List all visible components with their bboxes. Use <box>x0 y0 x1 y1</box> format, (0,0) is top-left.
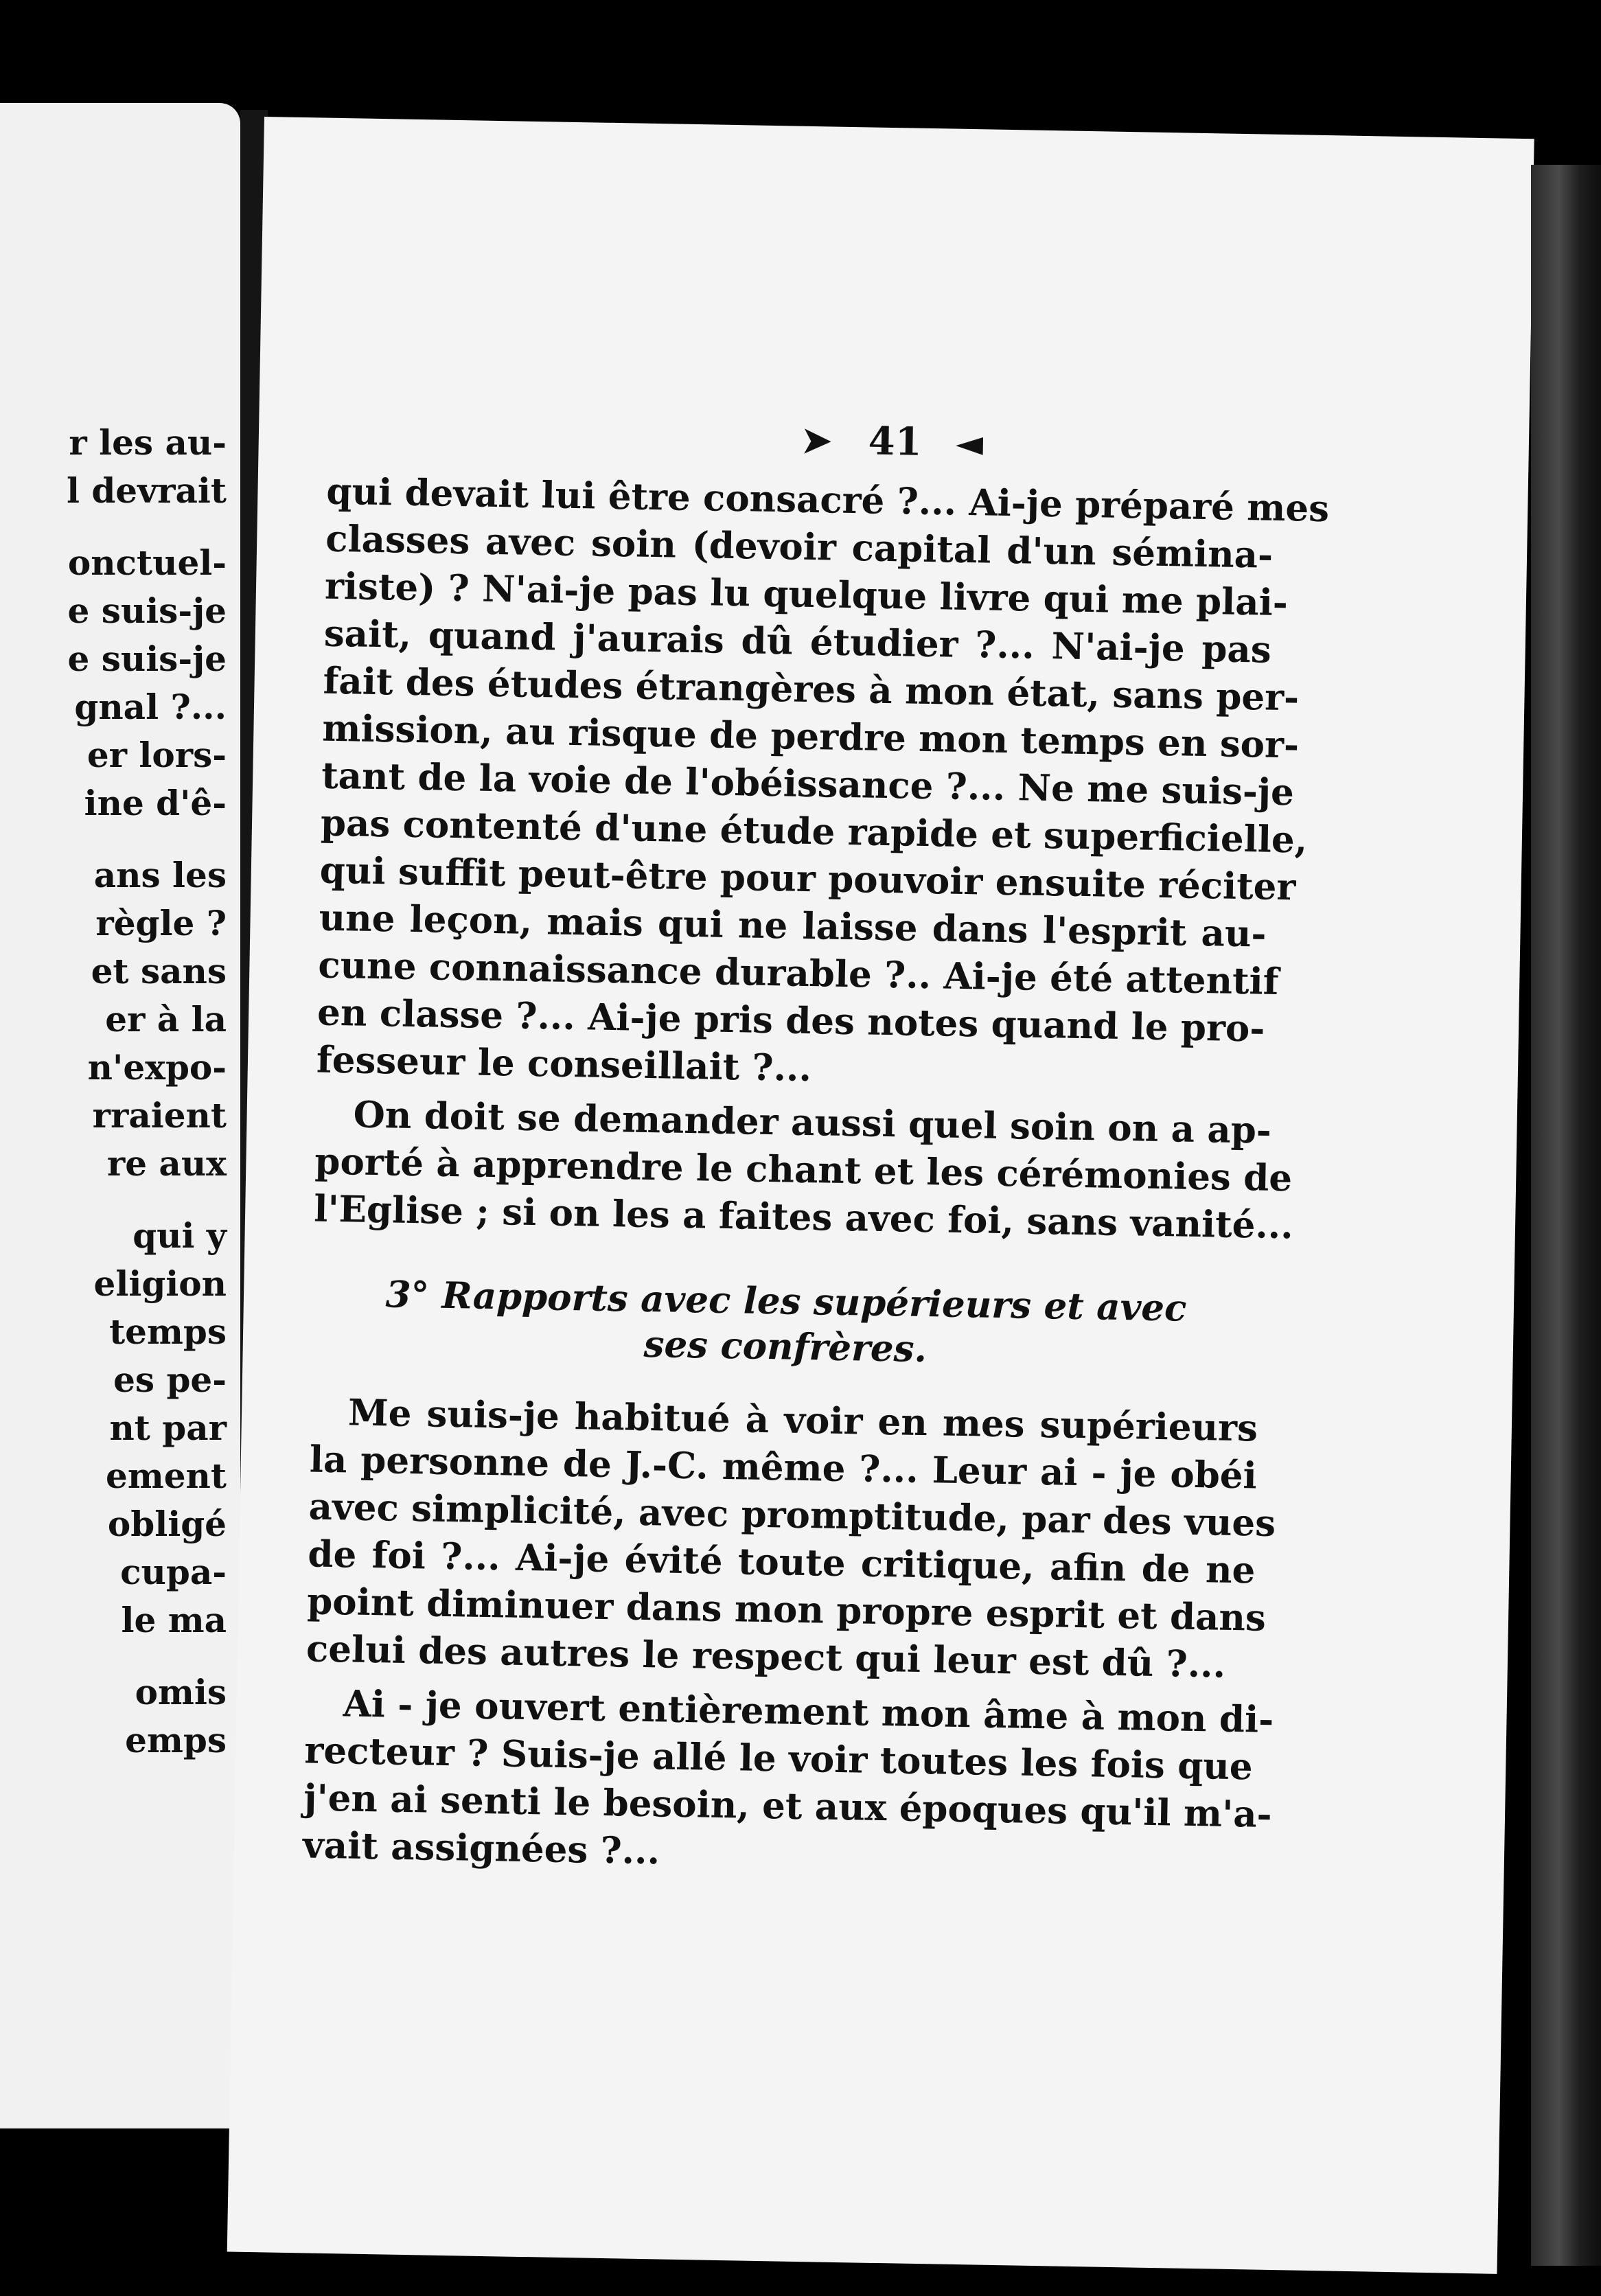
left-text-line: ans les <box>93 855 227 895</box>
line-gap <box>0 827 227 851</box>
left-text-line: obligé <box>107 1504 227 1544</box>
text-line: recteur ? Suis-je allé le voir toutes les fois que <box>303 1729 1254 1789</box>
left-text-line: cupa- <box>120 1552 227 1592</box>
text-line: 3° Rapports avec les supérieurs et avec <box>385 1273 1187 1330</box>
text-line: j'en ai senti le besoin, et aux époques qu'il m'a- <box>303 1776 1273 1836</box>
text-line: la personne de J.-C. même ?... Leur ai - je obéi <box>309 1438 1258 1497</box>
left-text-line: qui y <box>133 1215 227 1256</box>
right-page <box>227 117 1534 2274</box>
paragraph-2 <box>313 1091 1294 1250</box>
text-line: Me suis-je habitué à voir en mes supérieurs <box>347 1391 1258 1450</box>
left-text-line: re aux <box>106 1143 227 1184</box>
ornament-right: ◄ <box>955 422 987 465</box>
left-text-line: et sans <box>91 951 227 991</box>
left-text-line: ine d'ê- <box>84 783 227 823</box>
left-page-text <box>0 419 227 1765</box>
left-text-line: le ma <box>121 1600 227 1640</box>
text-line: qui suffit peut-être pour pouvoir ensuite réciter <box>319 849 1296 909</box>
left-text-line: ement <box>106 1456 227 1496</box>
section-title <box>311 1270 1260 1377</box>
text-line: classes avec soin (devoir capital d'un sémina- <box>325 517 1274 577</box>
text-line: qui devait lui être consacré ?... Ai-je préparé mes <box>325 470 1330 531</box>
left-text-line: l devrait <box>66 470 227 511</box>
text-line: cune connaissance durable ?.. Ai-je été attentif <box>317 943 1280 1003</box>
text-line: fait des études étrangères à mon état, sans per- <box>323 659 1300 720</box>
left-page <box>0 103 240 2128</box>
text-line: avec simplicité, avec promptitude, par des vues <box>308 1485 1276 1546</box>
text-line: On doit se demander aussi quel soin on a ap- <box>353 1093 1272 1152</box>
text-line: tant de la voie de l'obéissance ?... Ne me suis-je <box>321 754 1295 814</box>
text-line: sait, quand j'aurais dû étudier ?... N'ai-je pas <box>323 612 1272 671</box>
page-edge <box>1531 165 1601 2266</box>
text-line: fesseur le conseillait ?... <box>316 1038 812 1090</box>
line-gap <box>0 515 227 539</box>
left-text-line: e suis-je <box>67 590 227 631</box>
text-line: vait assignées ?... <box>302 1824 660 1873</box>
left-text-line: emps <box>125 1720 227 1760</box>
left-text-line: er lors- <box>87 735 227 775</box>
page-body <box>302 468 1330 1886</box>
text-line: point diminuer dans mon propre esprit et dans <box>306 1580 1267 1640</box>
text-line: pas contenté d'une étude rapide et superficielle, <box>320 801 1308 862</box>
left-text-line: n'expo- <box>87 1047 227 1088</box>
text-line: une leçon, mais qui ne laisse dans l'esprit au- <box>319 896 1267 956</box>
text-line: porté à apprendre le chant et les cérémonies de <box>314 1140 1293 1200</box>
line-gap <box>0 1188 227 1212</box>
left-text-line: règle ? <box>95 903 227 943</box>
left-text-line: omis <box>135 1672 227 1712</box>
left-text-line: e suis-je <box>67 639 227 679</box>
text-line: celui des autres le respect qui leur est dû ?... <box>306 1627 1226 1686</box>
left-text-line: gnal ?... <box>74 687 227 727</box>
left-text-line: onctuel- <box>67 542 227 583</box>
text-line: l'Eglise ; si on les a faites avec foi, sans vanité... <box>313 1187 1294 1248</box>
paragraph-1 <box>316 468 1330 1101</box>
text-line: riste) ? N'ai-je pas lu quelque livre qui me plai- <box>324 564 1289 625</box>
text-line: en classe ?... Ai-je pris des notes quand le pro- <box>316 991 1265 1051</box>
paragraph-3 <box>306 1388 1276 1689</box>
left-text-line: temps <box>109 1311 227 1352</box>
line-gap <box>0 1644 227 1668</box>
page-number: 41 <box>868 418 923 466</box>
left-text-line: es pe- <box>113 1359 227 1400</box>
text-line: de foi ?... Ai-je évité toute critique, afin de ne <box>307 1532 1256 1592</box>
left-text-line: eligion <box>93 1263 227 1304</box>
page-header <box>258 405 1529 476</box>
left-text-line: r les au- <box>69 422 227 463</box>
paragraph-4 <box>302 1679 1274 1885</box>
text-line: mission, au risque de perdre mon temps en sor- <box>321 707 1300 767</box>
text-line: Ai - je ouvert entièrement mon âme à mon di- <box>343 1682 1274 1742</box>
left-text-line: er à la <box>105 999 227 1040</box>
ornament-left: ➤ <box>801 419 835 462</box>
left-text-line: rraient <box>92 1095 227 1136</box>
left-text-line: nt par <box>109 1408 227 1448</box>
text-line: ses confrères. <box>643 1322 928 1371</box>
